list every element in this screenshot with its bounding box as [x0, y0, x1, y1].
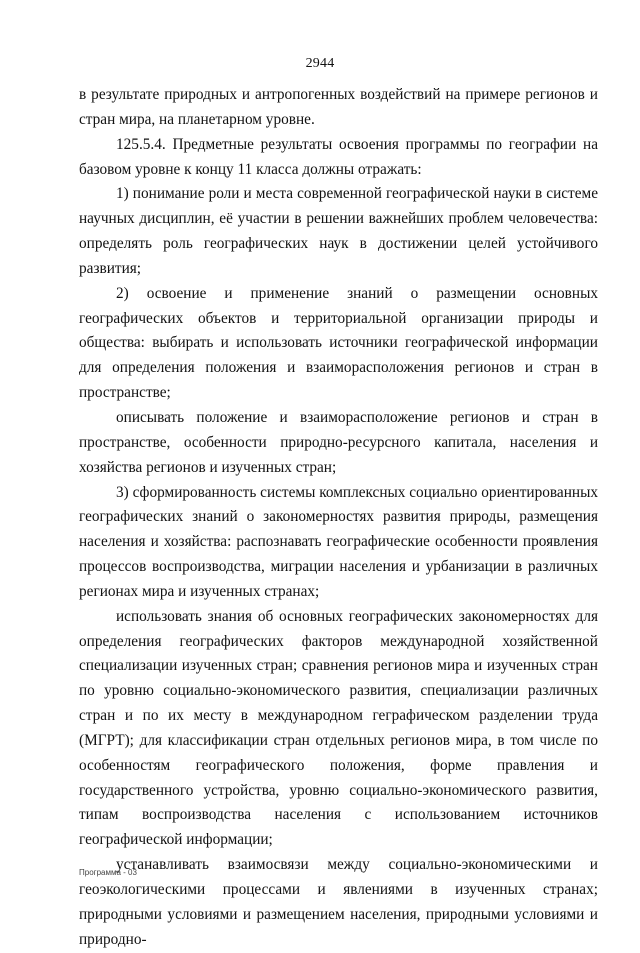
footer-note: Программа - 03 — [79, 868, 137, 877]
paragraph: 1) понимание роли и места современной географической науки в системе научных дисциплин, её участии в решении важнейших проблем человечества: определять роль географических наук в достижении целей устойчивого развития; — [79, 185, 598, 277]
paragraph: использовать знания об основных географических закономерностях для определения географических факторов международной хозяйственной специализации изученных стран; сравнения регионов мира и изученных стран по уровню социально-экономического развития, специализации различных стран и по их месту в международном геграфическом разделении труда (МГРТ); для классификации стран отдельных регионов мира, в том числе по особенностям географического положения, форме правления и государственного устройства, уровню социально-экономического развития, типам воспроизводства населения с использованием источников географической информации; — [79, 607, 598, 849]
paragraph: описывать положение и взаиморасположение регионов и стран в пространстве, особенности природно-ресурсного капитала, населения и хозяйства регионов и изученных стран; — [79, 408, 598, 476]
paragraph: устанавливать взаимосвязи между социально-экономическими и геоэкологическими процессами и явлениями в изученных странах; природными условиями и размещением населения, природными условиями и природно- — [79, 856, 598, 948]
page-number: 2944 — [305, 56, 335, 71]
document-body — [79, 83, 598, 953]
paragraph: 125.5.4. Предметные результаты освоения программы по географии на базовом уровне к концу 11 класса должны отражать: — [79, 135, 598, 178]
paragraph: 3) сформированность системы комплексных социально ориентированных географических знаний о закономерностях развития природы, размещения населения и хозяйства: распознавать географические особенности проявления процессов воспроизводства, миграции населения и урбанизации в различных регионах мира и изученных странах; — [79, 483, 599, 600]
paragraph: 2) освоение и применение знаний о размещении основных географических объектов и территориальной организации природы и общества: выбирать и использовать источники географической информации для определения положения и взаиморасположения регионов и стран в пространстве; — [79, 284, 598, 402]
paragraph: в результате природных и антропогенных воздействий на примере регионов и стран мира, на планетарном уровне. — [79, 86, 598, 128]
